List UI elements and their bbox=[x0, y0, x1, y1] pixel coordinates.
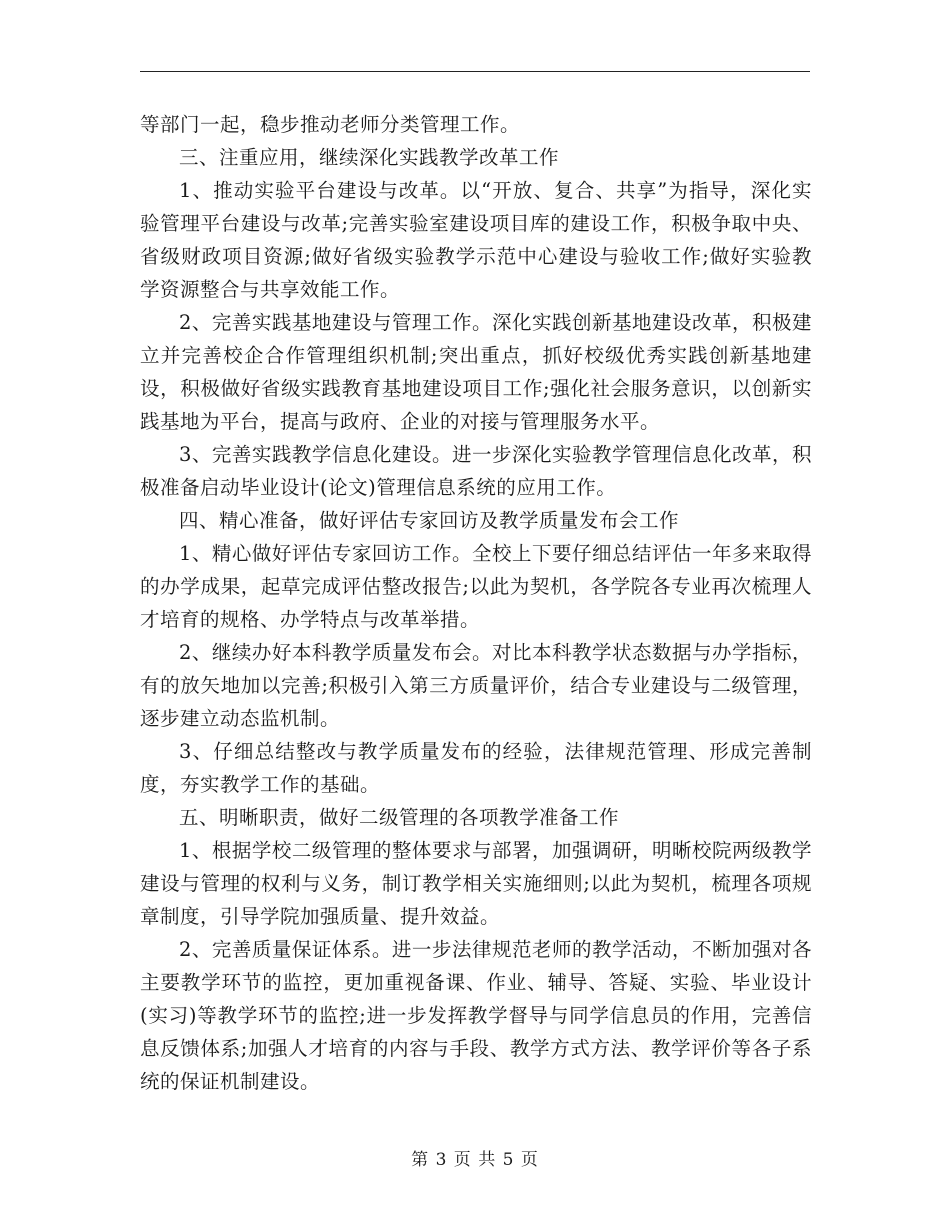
header-rule bbox=[140, 71, 810, 72]
paragraph: 2、完善实践基地建设与管理工作。深化实践创新基地建设改革，积极建立并完善校企合作管理组织机制;突出重点，抓好校级优秀实践创新基地建设，积极做好省级实践教育基地建设项目工作;强化社会服务意识，以创新实践基地为平台，提高与政府、企业的对接与管理服务水平。 bbox=[140, 311, 812, 433]
section-heading: 四、精心准备，做好评估专家回访及教学质量发布会工作 bbox=[179, 509, 680, 532]
paragraph: 2、完善质量保证体系。进一步法律规范老师的教学活动，不断加强对各主要教学环节的监控，更加重视备课、作业、辅导、答疑、实验、毕业设计(实习)等教学环节的监控;进一步发挥教学督导与同学信息员的作用，完善信息反馈体系;加强人才培育的内容与手段、教学方式方法、教学评价等各子系统的保证机制建设。 bbox=[140, 938, 812, 1093]
document-body bbox=[140, 108, 812, 1098]
section-heading: 三、注重应用，继续深化实践教学改革工作 bbox=[179, 146, 560, 169]
paragraph: 1、推动实验平台建设与改革。以“开放、复合、共享”为指导，深化实验管理平台建设与改革;完善实验室建设项目库的建设工作，积极争取中央、省级财政项目资源;做好省级实验教学示范中心建设与验收工作;做好实验教学资源整合与共享效能工作。 bbox=[140, 179, 812, 301]
paragraph: 2、继续办好本科教学质量发布会。对比本科教学状态数据与办学指标，有的放矢地加以完善;积极引入第三方质量评价，结合专业建设与二级管理，逐步建立动态监机制。 bbox=[140, 641, 812, 730]
paragraph: 1、精心做好评估专家回访工作。全校上下要仔细总结评估一年多来取得的办学成果，起草完成评估整改报告;以此为契机，各学院各专业再次梳理人才培育的规格、办学特点与改革举措。 bbox=[140, 542, 812, 631]
page-number: 第 3 页 共 5 页 bbox=[411, 1150, 539, 1170]
paragraph: 等部门一起，稳步推动老师分类管理工作。 bbox=[140, 113, 521, 136]
paragraph: 3、完善实践教学信息化建设。进一步深化实验教学管理信息化改革，积极准备启动毕业设计(论文)管理信息系统的应用工作。 bbox=[140, 443, 812, 499]
section-heading: 五、明晰职责，做好二级管理的各项教学准备工作 bbox=[179, 806, 620, 829]
paragraph: 3、仔细总结整改与教学质量发布的经验，法律规范管理、形成完善制度，夯实教学工作的基础。 bbox=[140, 740, 812, 796]
paragraph: 1、根据学校二级管理的整体要求与部署，加强调研，明晰校院两级教学建设与管理的权利与义务，制订教学相关实施细则;以此为契机，梳理各项规章制度，引导学院加强质量、提升效益。 bbox=[140, 839, 812, 928]
